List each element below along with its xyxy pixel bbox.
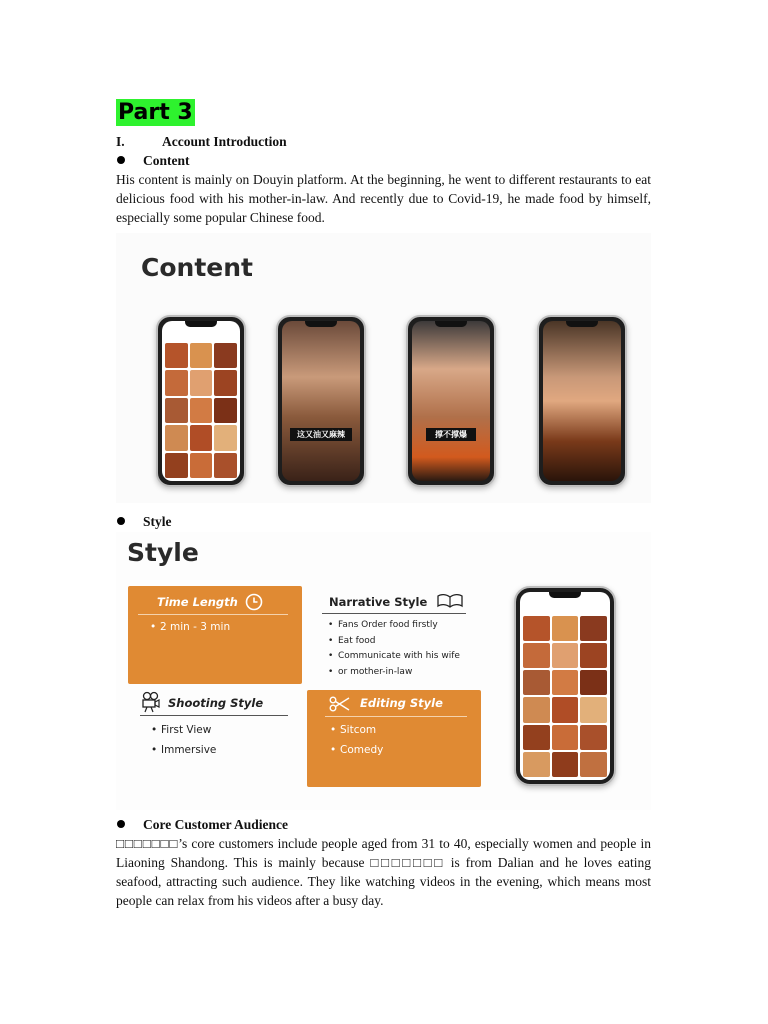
list-item: • 2 min - 3 min <box>150 619 230 635</box>
divider <box>322 613 466 614</box>
phone-mockup <box>156 315 246 487</box>
style-image-title: Style <box>127 538 199 567</box>
paragraph-line: people can relax from his videos after a busy day. <box>116 893 384 908</box>
divider <box>325 716 467 717</box>
phone-screen <box>543 321 621 481</box>
shooting-style-list <box>151 720 216 760</box>
style-heading: Style <box>143 514 172 529</box>
content-image-title: Content <box>141 253 253 282</box>
paragraph-line: His content is mainly on Douyin platform. At the beginning, he went to different restaurants to eat <box>116 172 651 187</box>
phone-screen <box>282 321 360 481</box>
time-length-list <box>150 619 230 635</box>
clock-icon <box>245 593 263 611</box>
bullet-icon <box>117 517 125 525</box>
scissors-icon <box>329 696 351 712</box>
content-heading: Content <box>143 153 190 168</box>
list-item: • Eat food <box>328 634 460 650</box>
phone-screen <box>162 321 240 481</box>
list-item: • Immersive <box>151 740 216 760</box>
open-book-icon <box>436 593 464 609</box>
phone-notch <box>435 321 467 327</box>
paragraph-line: especially some popular Chinese food. <box>116 210 325 225</box>
film-camera-icon <box>141 691 161 713</box>
video-caption: 撑不撑爆 <box>426 428 476 441</box>
narrative-style-list: • Fans Order food firstly • Eat food • Communicate with his wife or mother-in-law <box>328 618 460 665</box>
section-title: Account Introduction <box>162 134 287 149</box>
paragraph-line: □□□□□□□’s core customers include people aged from 31 to 40, especially women and people in <box>116 836 651 851</box>
phone-mockup <box>276 315 366 487</box>
list-item: • First View <box>151 720 216 740</box>
list-item: • Fans Order food firstly <box>328 618 460 634</box>
list-item: • Sitcom <box>330 720 383 740</box>
paragraph-line: Liaoning Shandong. This is mainly because □□□□□□□ is from Dalian and he loves eating <box>116 855 651 870</box>
divider <box>140 715 288 716</box>
phone-notch <box>185 321 217 327</box>
time-length-title: Time Length <box>157 595 238 609</box>
list-item: • Communicate with his wife <box>328 649 460 665</box>
section-numeral: I. <box>116 134 125 149</box>
phone-notch <box>549 592 581 598</box>
time-length-box <box>128 586 302 684</box>
list-item: • Comedy <box>330 740 383 760</box>
video-caption: 这又油又麻辣 <box>290 428 352 441</box>
content-image <box>116 233 651 503</box>
audience-heading: Core Customer Audience <box>143 817 288 832</box>
editing-style-box <box>307 690 481 787</box>
bullet-icon <box>117 820 125 828</box>
editing-style-list <box>330 720 383 760</box>
phone-notch <box>566 321 598 327</box>
content-paragraph <box>116 170 651 227</box>
paragraph-line: seafood, attracting such audience. They like watching videos in the evening, which means most <box>116 874 651 889</box>
phone-mockup <box>406 315 496 487</box>
phone-screen <box>412 321 490 481</box>
shooting-style-title: Shooting Style <box>168 696 264 710</box>
narrative-style-title: Narrative Style <box>329 595 428 609</box>
style-image <box>116 532 651 810</box>
divider <box>138 614 288 615</box>
phone-screen <box>520 592 610 780</box>
phone-notch <box>305 321 337 327</box>
phone-mockup <box>537 315 627 487</box>
paragraph-line: delicious food with his mother-in-law. And recently due to Covid-19, he made food by himself, <box>116 191 651 206</box>
editing-style-title: Editing Style <box>360 696 443 710</box>
phone-mockup <box>514 586 616 786</box>
bullet-icon <box>117 156 125 164</box>
part-title: Part 3 <box>118 100 193 125</box>
audience-paragraph <box>116 834 651 910</box>
